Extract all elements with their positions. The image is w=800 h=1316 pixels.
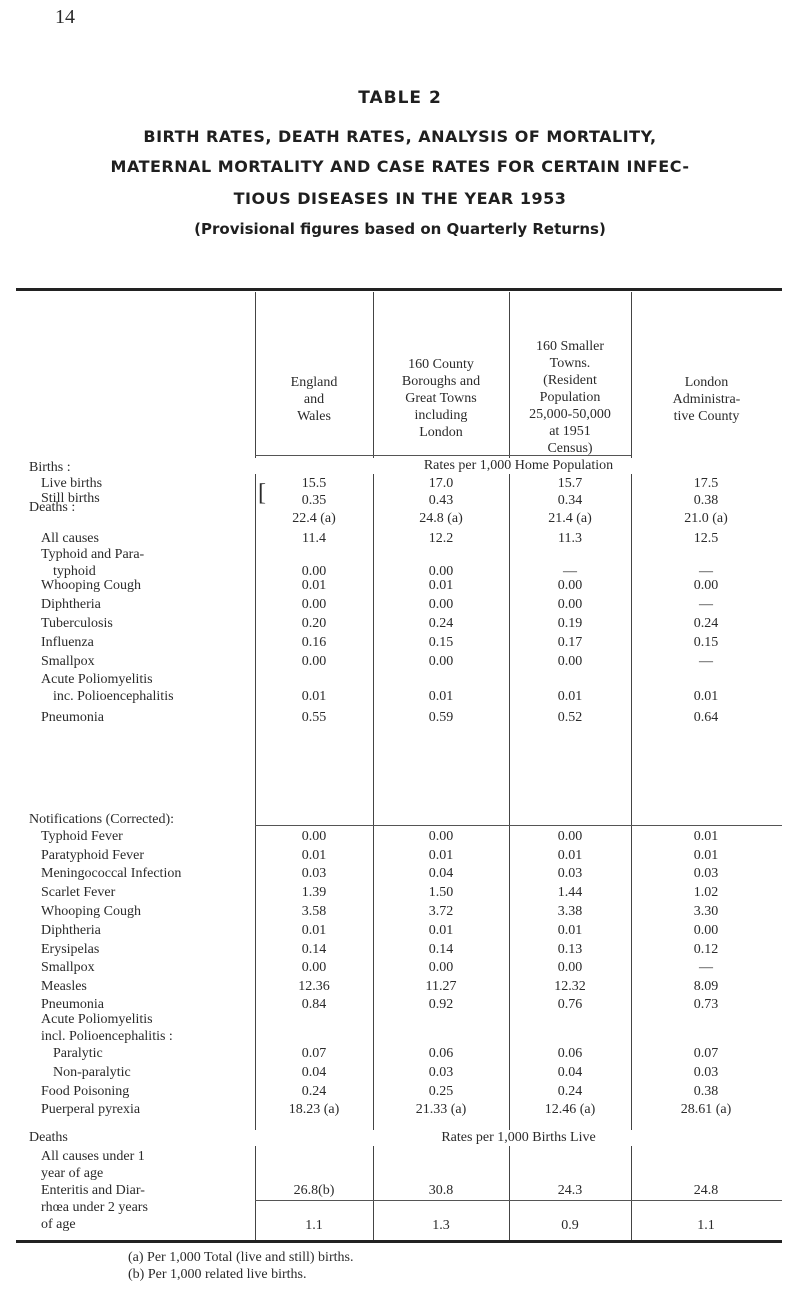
table-cell: 28.61 (a) — [680, 1102, 732, 1117]
row-label: year of age — [41, 1166, 104, 1181]
table-cell: 0.34 — [557, 493, 583, 508]
table-cell: 0.00 — [693, 923, 719, 938]
table-cell: 0.01 — [557, 923, 583, 938]
section-label-births: Births : — [29, 460, 71, 475]
table-cell: 0.01 — [693, 848, 719, 863]
table-cell: 0.00 — [557, 829, 583, 844]
row-label: Non-paralytic — [53, 1065, 131, 1080]
table-cell: 0.24 — [301, 1084, 327, 1099]
table-cell: 0.03 — [428, 1065, 454, 1080]
table-cell: 17.0 — [428, 476, 454, 491]
row-label: Diphtheria — [41, 597, 101, 612]
table-cell: 0.17 — [557, 635, 583, 650]
table-cell: 0.76 — [557, 997, 583, 1012]
table-cell: 26.8(b) — [293, 1183, 335, 1198]
table-cell: 0.14 — [428, 942, 454, 957]
table-cell: 0.01 — [428, 848, 454, 863]
table-cell: 0.03 — [693, 866, 719, 881]
row-label: Measles — [41, 979, 87, 994]
table-cell: 1.39 — [301, 885, 327, 900]
table-cell: 0.64 — [693, 710, 719, 725]
table-cell: 21.0 (a) — [684, 511, 728, 526]
table-cell: 0.92 — [428, 997, 454, 1012]
table-cell: 0.20 — [301, 616, 327, 631]
span-header-home-population: Rates per 1,000 Home Population — [255, 458, 782, 474]
table-cell: 0.00 — [301, 597, 327, 612]
table-cell: 0.01 — [428, 689, 454, 704]
table-cell: 0.00 — [301, 960, 327, 975]
footnote-a: (a) Per 1,000 Total (live and still) births. — [128, 1250, 354, 1265]
table-cell: 0.43 — [428, 493, 454, 508]
row-label: Paratyphoid Fever — [41, 848, 145, 863]
table-cell: 0.01 — [301, 848, 327, 863]
table-cell: 0.24 — [557, 1084, 583, 1099]
row-label: inc. Polioencephalitis — [53, 689, 174, 704]
table-cell: 0.35 — [301, 493, 327, 508]
footnote-b: (b) Per 1,000 related live births. — [128, 1267, 307, 1282]
table-subheading: (Provisional figures based on Quarterly Returns) — [194, 220, 606, 238]
row-label: Influenza — [41, 635, 94, 650]
table-cell: 0.00 — [557, 578, 583, 593]
table-cell: 0.06 — [428, 1046, 454, 1061]
table-cell: 11.27 — [425, 979, 457, 994]
table-cell: 0.00 — [557, 960, 583, 975]
table-cell: 0.00 — [301, 564, 327, 579]
table-cell: 0.01 — [557, 689, 583, 704]
table-heading-line-3: TIOUS DISEASES IN THE YEAR 1953 — [233, 189, 567, 208]
row-label: All causes under 1 — [41, 1149, 145, 1164]
table-cell: 0.00 — [557, 597, 583, 612]
row-label: Pneumonia — [41, 997, 104, 1012]
table-cell: 1.50 — [428, 885, 454, 900]
table-cell: 0.52 — [557, 710, 583, 725]
row-label: Meningococcal Infection — [41, 866, 182, 881]
row-label: rhœa under 2 years — [41, 1200, 148, 1215]
table-cell: 15.5 — [301, 476, 327, 491]
row-label: Pneumonia — [41, 710, 104, 725]
table-cell: 0.9 — [561, 1218, 579, 1233]
table-cell: 11.3 — [558, 531, 582, 546]
table-cell: 12.32 — [554, 979, 586, 994]
row-label: of age — [41, 1217, 76, 1232]
table-cell: 8.09 — [693, 979, 719, 994]
table-cell: 0.13 — [557, 942, 583, 957]
table-cell: 0.03 — [301, 866, 327, 881]
table-cell: 0.04 — [557, 1065, 583, 1080]
table-cell: 3.58 — [301, 904, 327, 919]
table-cell: — — [699, 564, 713, 579]
table-cell: 0.55 — [301, 710, 327, 725]
row-label: Diphtheria — [41, 923, 101, 938]
row-label: Acute Poliomyelitis — [41, 672, 153, 687]
table-cell: 0.00 — [557, 654, 583, 669]
table-cell: 30.8 — [428, 1183, 454, 1198]
table-cell: 0.14 — [301, 942, 327, 957]
row-label: Whooping Cough — [41, 578, 141, 593]
row-label: Scarlet Fever — [41, 885, 116, 900]
table-cell: 3.38 — [557, 904, 583, 919]
row-label: All causes — [41, 531, 99, 546]
table-cell: 1.02 — [693, 885, 719, 900]
table-cell: 21.33 (a) — [415, 1102, 467, 1117]
page-number: 14 — [55, 6, 75, 28]
table-cell: 0.38 — [693, 1084, 719, 1099]
table-cell: 0.00 — [428, 829, 454, 844]
table-cell: — — [563, 564, 577, 579]
table-cell: 0.06 — [557, 1046, 583, 1061]
table-cell: 24.8 (a) — [419, 511, 463, 526]
column-header-county-boroughs: 160 County Boroughs and Great Towns including London — [401, 357, 481, 440]
table-cell: 0.73 — [693, 997, 719, 1012]
row-label: Erysipelas — [41, 942, 100, 957]
table-cell: 0.01 — [557, 848, 583, 863]
table-cell: 22.4 (a) — [292, 511, 336, 526]
table-cell: 0.01 — [693, 829, 719, 844]
row-label: Puerperal pyrexia — [41, 1102, 141, 1117]
table-cell: 0.00 — [428, 654, 454, 669]
table-heading-line-2: MATERNAL MORTALITY AND CASE RATES FOR CERTAIN INFEC- — [110, 157, 690, 176]
table-cell: 0.07 — [301, 1046, 327, 1061]
table-bottom-rule — [16, 1240, 782, 1243]
table-cell: 3.30 — [693, 904, 719, 919]
table-cell: 0.01 — [301, 923, 327, 938]
row-label: Acute Poliomyelitis — [41, 1012, 153, 1027]
section-rule — [255, 825, 782, 826]
row-label: Live births — [41, 476, 103, 491]
table-cell: 0.25 — [428, 1084, 454, 1099]
table-cell: 0.01 — [301, 578, 327, 593]
table-cell: 1.1 — [697, 1218, 715, 1233]
table-cell: 1.3 — [432, 1218, 450, 1233]
table-cell: 11.4 — [302, 531, 326, 546]
table-cell: — — [699, 960, 713, 975]
table-cell: 0.24 — [693, 616, 719, 631]
table-cell: 0.00 — [301, 829, 327, 844]
table-cell: 1.44 — [557, 885, 583, 900]
table-cell: 15.7 — [557, 476, 583, 491]
table-cell: 0.38 — [693, 493, 719, 508]
table-cell: 0.04 — [301, 1065, 327, 1080]
table-cell: 12.46 (a) — [544, 1102, 596, 1117]
table-cell: 0.01 — [693, 689, 719, 704]
row-label: Food Poisoning — [41, 1084, 130, 1099]
row-label: Smallpox — [41, 960, 95, 975]
table-cell: 0.15 — [693, 635, 719, 650]
table-cell: 17.5 — [693, 476, 719, 491]
table-cell: 18.23 (a) — [288, 1102, 340, 1117]
section-label-infant-deaths: Deaths — [29, 1130, 68, 1145]
row-label: Typhoid and Para- — [41, 547, 145, 562]
table-cell: 0.01 — [301, 689, 327, 704]
table-heading-line-1: BIRTH RATES, DEATH RATES, ANALYSIS OF MORTALITY, — [143, 127, 657, 146]
column-header-smaller-towns: 160 Smaller Towns. (Resident Population 25,000-50,000 at 1951 Census) — [529, 339, 611, 456]
row-label: Paralytic — [53, 1046, 103, 1061]
table-cell: 3.72 — [428, 904, 454, 919]
table-cell: 0.01 — [428, 923, 454, 938]
table-cell: — — [699, 597, 713, 612]
section-label-notifications: Notifications (Corrected): — [29, 812, 175, 827]
table-cell: 12.2 — [428, 531, 454, 546]
span-header-live-births: Rates per 1,000 Births Live — [255, 1130, 782, 1146]
table-cell: 0.16 — [301, 635, 327, 650]
section-label-deaths: Deaths : — [29, 500, 76, 515]
table-cell: 12.5 — [693, 531, 719, 546]
row-label: Still births — [41, 491, 100, 506]
table-cell: 0.00 — [428, 960, 454, 975]
table-cell: 1.1 — [305, 1218, 323, 1233]
row-label: typhoid — [53, 564, 96, 579]
table-cell: 0.00 — [428, 597, 454, 612]
table-title: TABLE 2 — [358, 88, 442, 108]
column-header-england-wales: England and Wales — [290, 375, 338, 424]
table-cell: 0.04 — [428, 866, 454, 881]
table-cell: 0.59 — [428, 710, 454, 725]
table-top-rule — [16, 288, 782, 291]
table-cell: 24.8 — [693, 1183, 719, 1198]
row-label: Whooping Cough — [41, 904, 141, 919]
table-cell: 0.15 — [428, 635, 454, 650]
row-label: Typhoid Fever — [41, 829, 123, 844]
table-cell: 0.00 — [693, 578, 719, 593]
table-cell: 0.12 — [693, 942, 719, 957]
table-cell: 0.00 — [428, 564, 454, 579]
table-cell: 0.03 — [693, 1065, 719, 1080]
table-cell: 0.24 — [428, 616, 454, 631]
table-cell: 21.4 (a) — [548, 511, 592, 526]
table-cell: 0.07 — [693, 1046, 719, 1061]
row-label: Smallpox — [41, 654, 95, 669]
table-cell: 0.84 — [301, 997, 327, 1012]
row-label: Tuberculosis — [41, 616, 113, 631]
table-cell: 0.03 — [557, 866, 583, 881]
table-cell: 0.01 — [428, 578, 454, 593]
row-label: Enteritis and Diar- — [41, 1183, 145, 1198]
table-cell: 12.36 — [298, 979, 330, 994]
table-cell: 0.00 — [301, 654, 327, 669]
bracket-icon: [ — [258, 480, 266, 506]
row-label: incl. Polioencephalitis : — [41, 1029, 173, 1044]
table-cell: 24.3 — [557, 1183, 583, 1198]
column-header-london: London Administra- tive County — [672, 375, 741, 424]
column-divider — [631, 292, 632, 1240]
table-cell: — — [699, 654, 713, 669]
column-divider — [255, 292, 256, 1240]
table-cell: 0.19 — [557, 616, 583, 631]
section-rule — [255, 1200, 782, 1201]
